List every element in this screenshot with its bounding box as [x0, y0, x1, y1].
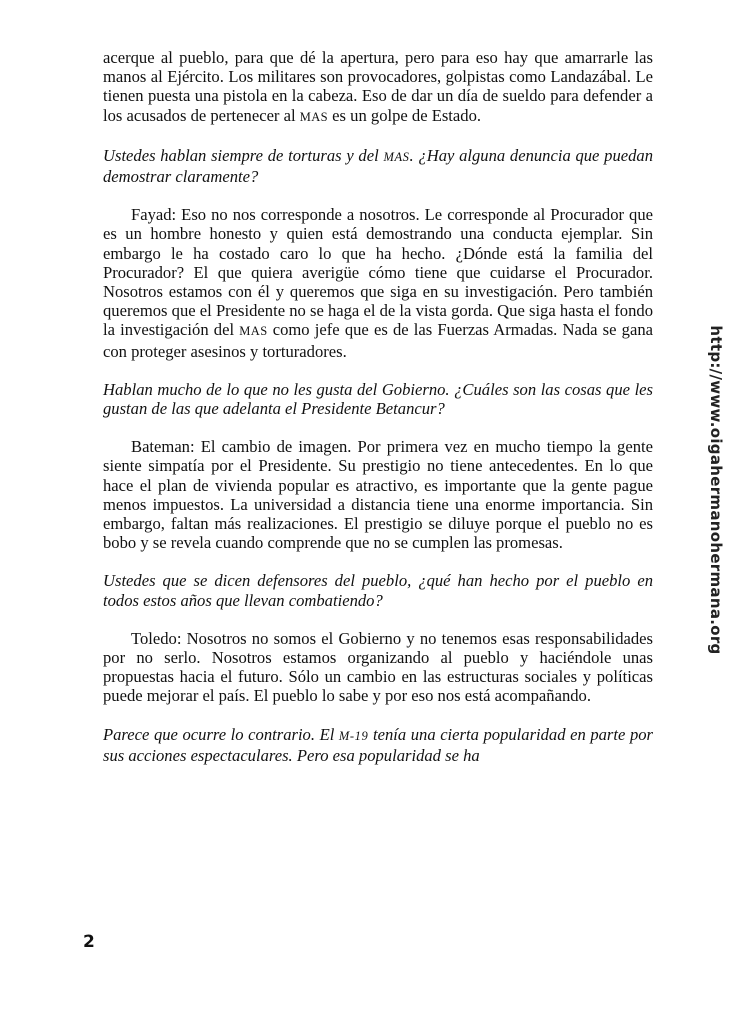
text-run: Bateman: El cambio de imagen. Por primera vez en mucho tiempo la gente siente simpatía por el Presidente. Su prestigio no tiene antecedentes. En lo que hace el plan de vivienda popular es atractivo, es importante que la gente pague menos impuestos. La universidad a distancia tiene una enorme importancia. Sin embargo, faltan más realizaciones. El prestigio se diluye porque el pueblo no es bobo y se revela cuando comprende que no se cumplen las promesas. — [103, 437, 653, 553]
text-run: . ¿Hay alguna denuncia que puedan demostrar claramente? — [103, 145, 654, 187]
text-run: acerque al pueblo, para que dé la apertura, pero para eso hay que amarrarle las manos al Ejército. Los militares son provocadores, golpistas como Landazábal. Le tienen puesta una pistola en la cabeza. Eso de dar un día de sueldo para defender a los acusados de pertenecer al — [103, 48, 653, 125]
paragraph-gap — [103, 361, 653, 380]
paragraph-gap — [103, 127, 653, 146]
interview-answer — [103, 437, 653, 552]
paragraph-gap — [103, 552, 653, 571]
text-run: Toledo: Nosotros no somos el Gobierno y no tenemos esas responsabilidades por no serlo. Nosotros estamos organizando al pueblo y haciéndole unas propuestas hacia el futuro. Sólo un cambio en las estructuras sociales y políticas puede mejorar el país. El pueblo lo sabe y por eso nos está acompañando. — [103, 628, 653, 706]
interview-answer — [103, 629, 653, 706]
interview-answer — [103, 48, 653, 127]
interview-question — [103, 146, 653, 186]
paragraph-gap — [103, 706, 653, 725]
text-run: tenía una cierta popularidad en parte por sus acciones espectaculares. Pero esa popularidad se ha — [103, 724, 653, 765]
text-run: como jefe que es de las Fuerzas Armadas. Nada se gana con proteger asesinos y torturadores. — [103, 320, 654, 361]
paragraph-gap — [103, 610, 653, 629]
side-url-watermark: http://www.oigahermanohermana.org — [707, 325, 725, 655]
acronym: MAS — [383, 149, 410, 164]
text-run: Ustedes hablan siempre de torturas y del — [103, 145, 384, 165]
text-run: Ustedes que se dicen defensores del pueblo, ¿qué han hecho por el pueblo en todos estos años que llevan combatiendo? — [103, 571, 653, 610]
paragraph-gap — [103, 186, 653, 205]
interview-question — [103, 571, 653, 609]
acronym: MAS — [299, 109, 329, 124]
paragraph-gap — [103, 418, 653, 437]
text-run: es un golpe de Estado. — [328, 105, 482, 125]
text-run: Fayad: Eso no nos corresponde a nosotros. Le corresponde al Procurador que es un hombre honesto y quien está demostrando una conducta ejemplar. Sin embargo le ha costado caro lo que ha hecho. ¿Dónde está la familia del Procurador? El que quiera averigüe cómo tiene que cuidarse el Procurador. Nosotros estamos con él y queremos que siga en su investigación. Pero también queremos que el Presidente no se haga el de la vista gorda. Que siga hasta el fondo la investigación del — [103, 205, 653, 340]
text-run: Hablan mucho de lo que no les gusta del Gobierno. ¿Cuáles son las cosas que les gustan de las que adelanta el Presidente Betancur? — [103, 379, 653, 419]
interview-question — [103, 725, 653, 765]
interview-question — [103, 380, 653, 418]
acronym: M-19 — [338, 728, 369, 743]
page-body-text — [103, 48, 653, 765]
acronym: MAS — [239, 324, 268, 339]
text-run: Parece que ocurre lo contrario. El — [103, 724, 339, 744]
interview-answer — [103, 205, 653, 361]
page-number: 2 — [83, 932, 95, 952]
